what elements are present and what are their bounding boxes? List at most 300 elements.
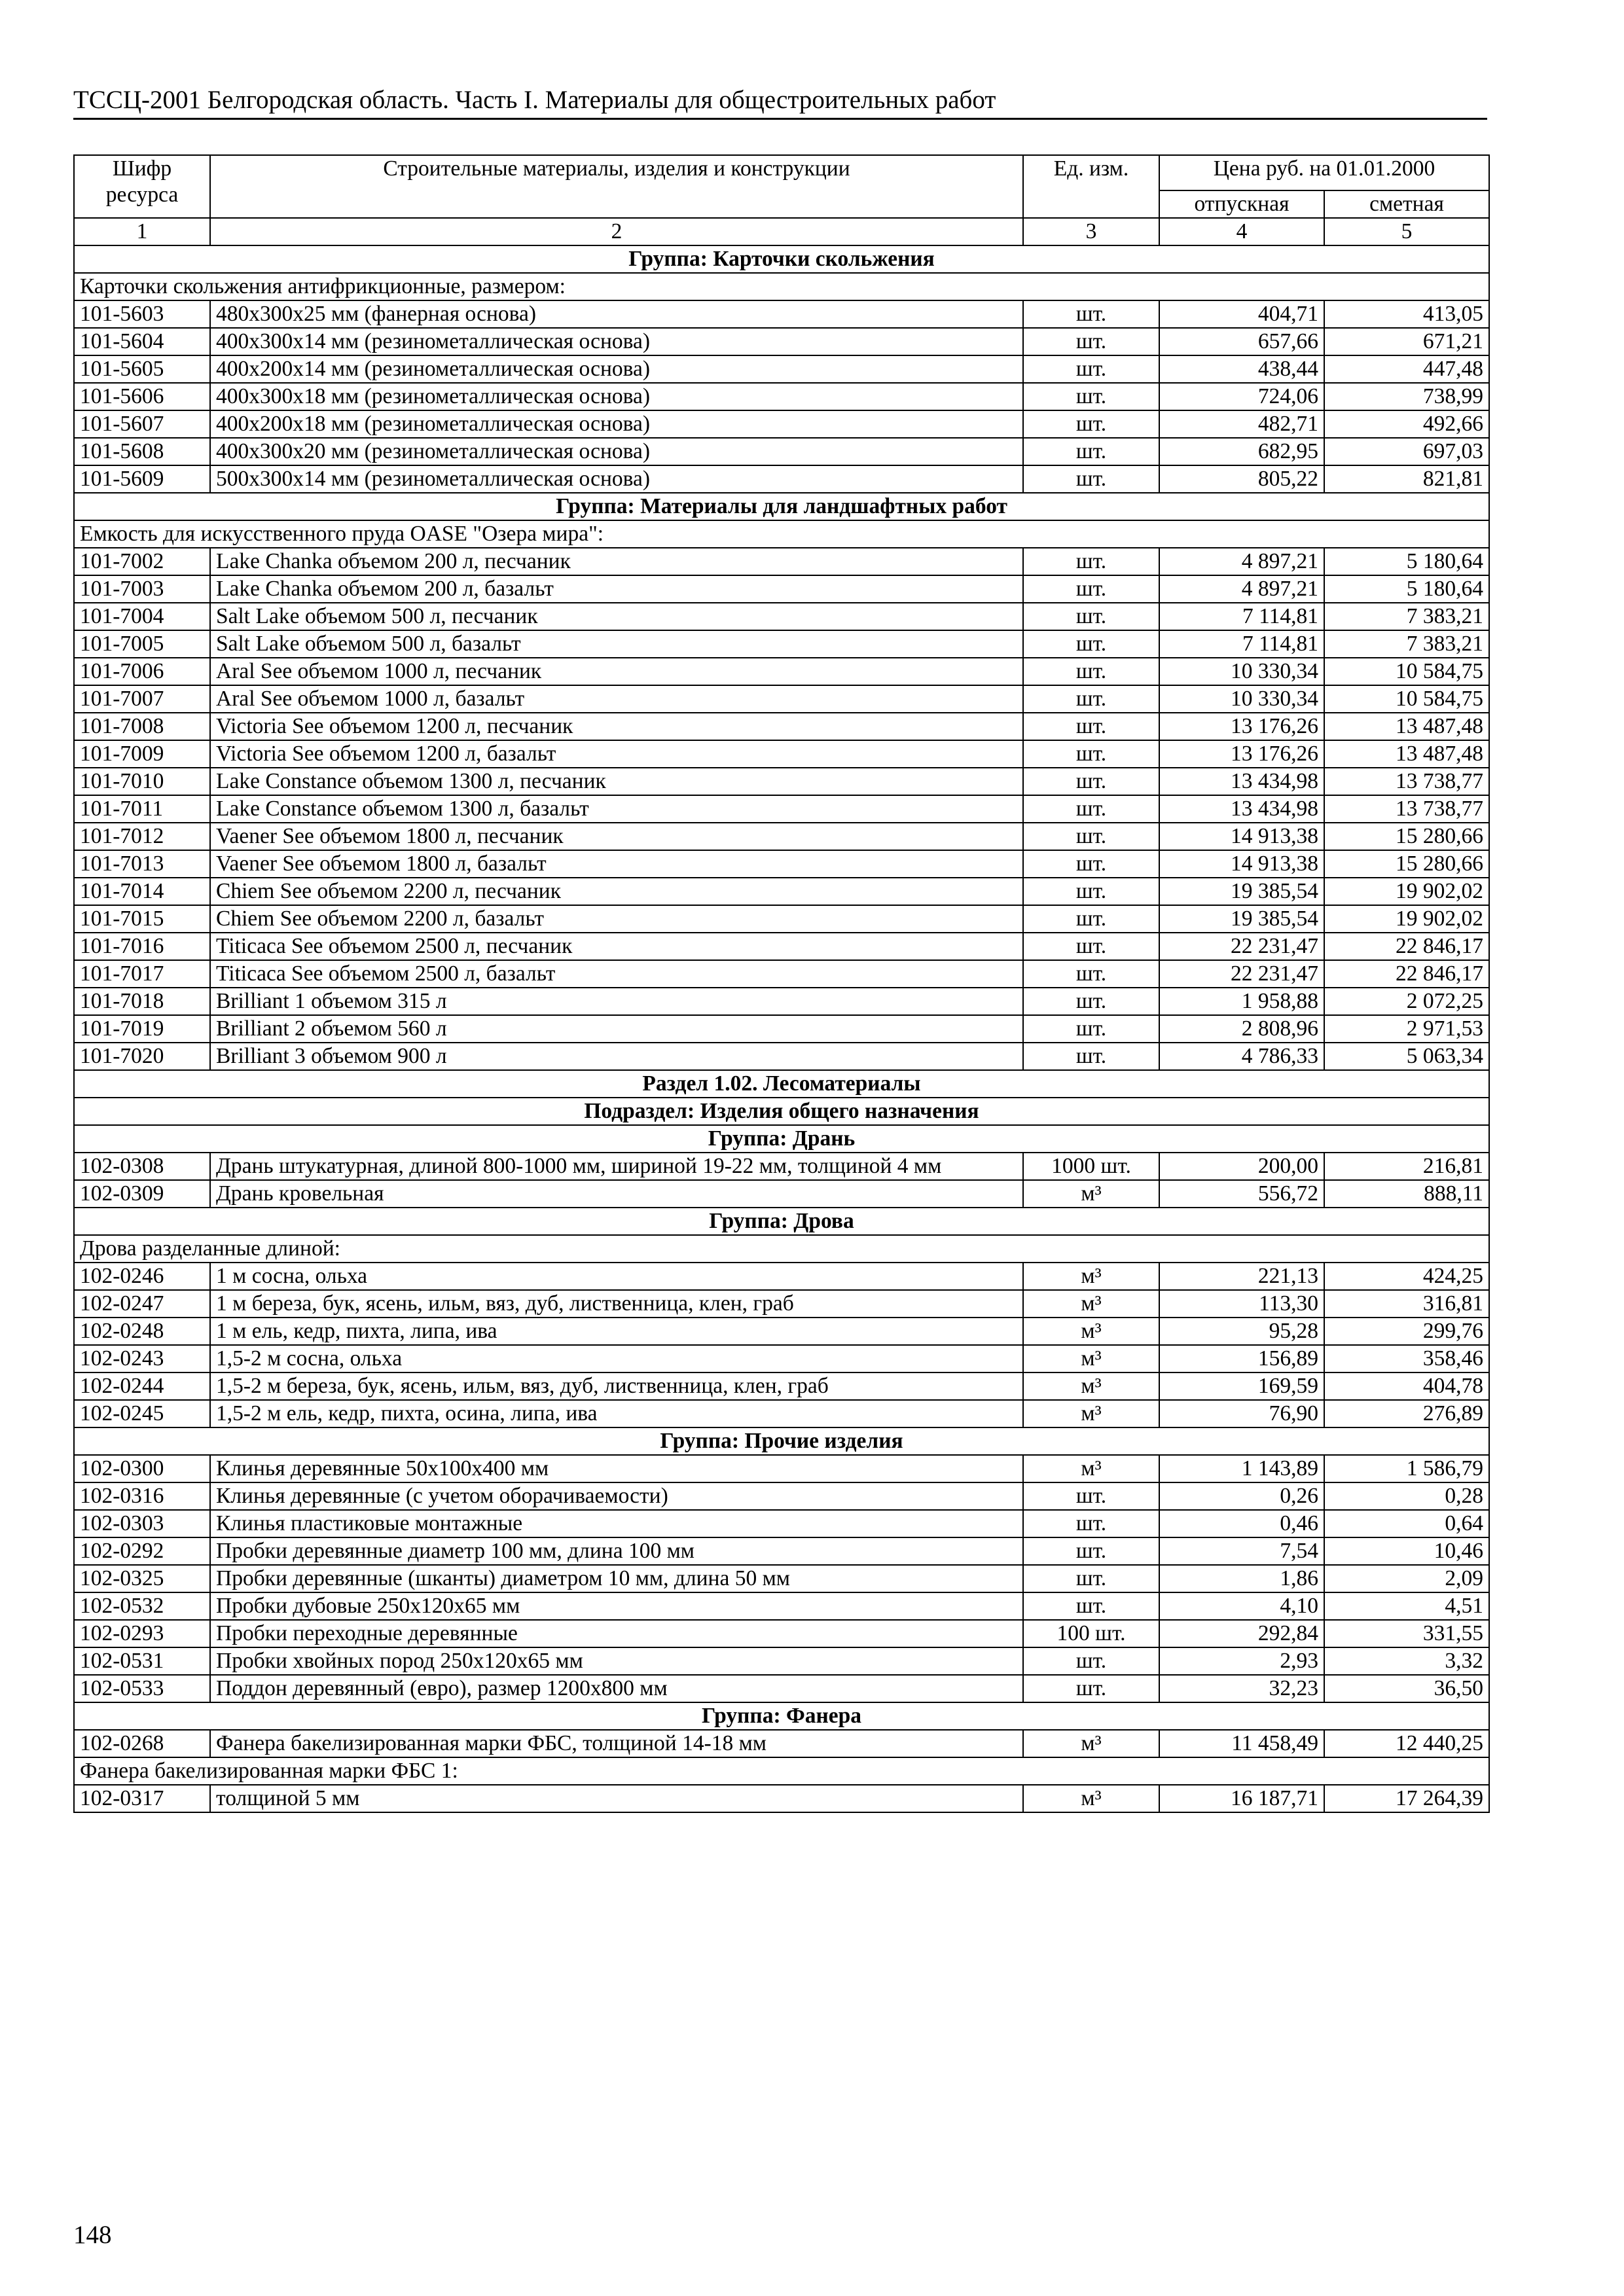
resource-code: 102-0325 (74, 1565, 210, 1592)
price-estimate: 299,76 (1324, 1318, 1489, 1345)
price-release: 76,90 (1159, 1400, 1324, 1427)
unit: шт. (1023, 410, 1159, 438)
resource-code: 101-7014 (74, 878, 210, 905)
price-estimate: 5 180,64 (1324, 575, 1489, 603)
price-release: 4 786,33 (1159, 1043, 1324, 1070)
resource-code: 102-0316 (74, 1482, 210, 1510)
resource-code: 102-0308 (74, 1153, 210, 1180)
group-title: Группа: Дрань (74, 1125, 1489, 1153)
subgroup-caption-row (74, 1235, 1489, 1263)
resource-code: 101-5609 (74, 465, 210, 493)
table-row (74, 300, 1489, 328)
subgroup-caption: Емкость для искусственного пруда OASE "Озера мира": (74, 520, 1489, 548)
material-name: Brilliant 1 объемом 315 л (210, 988, 1023, 1015)
price-release: 13 176,26 (1159, 713, 1324, 740)
table-row (74, 988, 1489, 1015)
price-table (73, 154, 1490, 1813)
price-estimate: 19 902,02 (1324, 878, 1489, 905)
unit: шт. (1023, 603, 1159, 630)
material-name: Brilliant 2 объемом 560 л (210, 1015, 1023, 1043)
material-name: Victoria See объемом 1200 л, базальт (210, 740, 1023, 768)
price-release: 7 114,81 (1159, 630, 1324, 658)
unit: шт. (1023, 685, 1159, 713)
resource-code: 101-7017 (74, 960, 210, 988)
material-name: Lake Chanka объемом 200 л, базальт (210, 575, 1023, 603)
price-release: 22 231,47 (1159, 933, 1324, 960)
material-name: Пробки деревянные диаметр 100 мм, длина 100 мм (210, 1537, 1023, 1565)
resource-code: 102-0245 (74, 1400, 210, 1427)
table-row (74, 1153, 1489, 1180)
column-number: 4 (1159, 218, 1324, 245)
resource-code: 101-7019 (74, 1015, 210, 1043)
table-row (74, 548, 1489, 575)
price-estimate: 12 440,25 (1324, 1730, 1489, 1757)
table-row (74, 1565, 1489, 1592)
subgroup-caption: Дрова разделанные длиной: (74, 1235, 1489, 1263)
group-heading-row (74, 1702, 1489, 1730)
group-title: Группа: Дрова (74, 1208, 1489, 1235)
resource-code: 102-0309 (74, 1180, 210, 1208)
resource-code: 101-5607 (74, 410, 210, 438)
price-release: 682,95 (1159, 438, 1324, 465)
subgroup-caption: Фанера бакелизированная марки ФБС 1: (74, 1757, 1489, 1785)
price-release: 482,71 (1159, 410, 1324, 438)
price-estimate: 10 584,75 (1324, 658, 1489, 685)
table-row (74, 630, 1489, 658)
material-name: Salt Lake объемом 500 л, базальт (210, 630, 1023, 658)
material-name: Chiem See объемом 2200 л, песчаник (210, 878, 1023, 905)
group-heading-row (74, 493, 1489, 520)
material-name: Vaener See объемом 1800 л, базальт (210, 850, 1023, 878)
resource-code: 102-0292 (74, 1537, 210, 1565)
resource-code: 101-7008 (74, 713, 210, 740)
unit: шт. (1023, 768, 1159, 795)
price-release: 13 434,98 (1159, 795, 1324, 823)
unit: шт. (1023, 575, 1159, 603)
material-name: Titicaca See объемом 2500 л, песчаник (210, 933, 1023, 960)
price-estimate: 13 487,48 (1324, 713, 1489, 740)
table-row (74, 658, 1489, 685)
material-name: Клинья деревянные 50х100х400 мм (210, 1455, 1023, 1482)
table-row (74, 410, 1489, 438)
price-release: 724,06 (1159, 383, 1324, 410)
price-release: 2 808,96 (1159, 1015, 1324, 1043)
price-estimate: 5 063,34 (1324, 1043, 1489, 1070)
price-estimate: 4,51 (1324, 1592, 1489, 1620)
price-estimate: 1 586,79 (1324, 1455, 1489, 1482)
unit: шт. (1023, 1537, 1159, 1565)
header-price: Цена руб. на 01.01.2000 (1159, 155, 1489, 190)
price-estimate: 358,46 (1324, 1345, 1489, 1372)
material-name: Lake Constance объемом 1300 л, песчаник (210, 768, 1023, 795)
price-estimate: 7 383,21 (1324, 603, 1489, 630)
material-name: 400х300х14 мм (резинометаллическая основа) (210, 328, 1023, 355)
resource-code: 102-0248 (74, 1318, 210, 1345)
price-release: 1,86 (1159, 1565, 1324, 1592)
material-name: Пробки деревянные (шканты) диаметром 10 мм, длина 50 мм (210, 1565, 1023, 1592)
resource-code: 102-0243 (74, 1345, 210, 1372)
resource-code: 102-0532 (74, 1592, 210, 1620)
material-name: 400х200х14 мм (резинометаллическая основа) (210, 355, 1023, 383)
unit: шт. (1023, 988, 1159, 1015)
table-row (74, 1785, 1489, 1812)
page-header (73, 82, 1487, 120)
subgroup-caption-row (74, 1757, 1489, 1785)
group-heading-row (74, 1125, 1489, 1153)
resource-code: 102-0246 (74, 1263, 210, 1290)
material-name: 1 м ель, кедр, пихта, липа, ива (210, 1318, 1023, 1345)
material-name: Aral See объемом 1000 л, базальт (210, 685, 1023, 713)
unit: 100 шт. (1023, 1620, 1159, 1647)
price-release: 14 913,38 (1159, 823, 1324, 850)
material-name: толщиной 5 мм (210, 1785, 1023, 1812)
price-estimate: 0,64 (1324, 1510, 1489, 1537)
group-title: Группа: Материалы для ландшафтных работ (74, 493, 1489, 520)
unit: м³ (1023, 1455, 1159, 1482)
material-name: 500х300х14 мм (резинометаллическая основа) (210, 465, 1023, 493)
resource-code: 102-0268 (74, 1730, 210, 1757)
price-release: 10 330,34 (1159, 685, 1324, 713)
material-name: Titicaca See объемом 2500 л, базальт (210, 960, 1023, 988)
unit: м³ (1023, 1180, 1159, 1208)
price-release: 95,28 (1159, 1318, 1324, 1345)
unit: шт. (1023, 713, 1159, 740)
price-release: 556,72 (1159, 1180, 1324, 1208)
table-row (74, 933, 1489, 960)
price-release: 657,66 (1159, 328, 1324, 355)
resource-code: 101-7010 (74, 768, 210, 795)
table-row (74, 1647, 1489, 1675)
price-release: 221,13 (1159, 1263, 1324, 1290)
subsection-heading-row (74, 1098, 1489, 1125)
resource-code: 102-0303 (74, 1510, 210, 1537)
unit: м³ (1023, 1372, 1159, 1400)
table-row (74, 603, 1489, 630)
material-name: Chiem See объемом 2200 л, базальт (210, 905, 1023, 933)
price-release: 22 231,47 (1159, 960, 1324, 988)
group-title: Группа: Карточки скольжения (74, 245, 1489, 273)
table-row (74, 685, 1489, 713)
price-release: 4 897,21 (1159, 548, 1324, 575)
price-estimate: 17 264,39 (1324, 1785, 1489, 1812)
resource-code: 102-0300 (74, 1455, 210, 1482)
price-release: 169,59 (1159, 1372, 1324, 1400)
unit: м³ (1023, 1345, 1159, 1372)
table-row (74, 438, 1489, 465)
table-row (74, 1263, 1489, 1290)
price-release: 7,54 (1159, 1537, 1324, 1565)
unit: шт. (1023, 933, 1159, 960)
price-estimate: 19 902,02 (1324, 905, 1489, 933)
resource-code: 101-5608 (74, 438, 210, 465)
table-header-row (74, 155, 1489, 190)
price-release: 19 385,54 (1159, 878, 1324, 905)
resource-code: 101-7020 (74, 1043, 210, 1070)
price-release: 13 434,98 (1159, 768, 1324, 795)
material-name: 1,5-2 м ель, кедр, пихта, осина, липа, ива (210, 1400, 1023, 1427)
material-name: Пробки дубовые 250х120х65 мм (210, 1592, 1023, 1620)
price-estimate: 7 383,21 (1324, 630, 1489, 658)
resource-code: 102-0244 (74, 1372, 210, 1400)
material-name: Клинья деревянные (с учетом оборачиваемости) (210, 1482, 1023, 1510)
table-row (74, 850, 1489, 878)
unit: м³ (1023, 1318, 1159, 1345)
price-estimate: 2 971,53 (1324, 1015, 1489, 1043)
resource-code: 101-5606 (74, 383, 210, 410)
material-name: 1,5-2 м сосна, ольха (210, 1345, 1023, 1372)
price-estimate: 10,46 (1324, 1537, 1489, 1565)
table-row (74, 1510, 1489, 1537)
price-release: 1 958,88 (1159, 988, 1324, 1015)
resource-code: 102-0531 (74, 1647, 210, 1675)
resource-code: 102-0247 (74, 1290, 210, 1318)
price-release: 16 187,71 (1159, 1785, 1324, 1812)
table-row (74, 1455, 1489, 1482)
material-name: Дрань штукатурная, длиной 800-1000 мм, шириной 19-22 мм, толщиной 4 мм (210, 1153, 1023, 1180)
table-row (74, 905, 1489, 933)
table-row (74, 1620, 1489, 1647)
price-release: 200,00 (1159, 1153, 1324, 1180)
price-release: 14 913,38 (1159, 850, 1324, 878)
price-estimate: 216,81 (1324, 1153, 1489, 1180)
table-row (74, 795, 1489, 823)
price-release: 4 897,21 (1159, 575, 1324, 603)
table-row (74, 960, 1489, 988)
unit: шт. (1023, 328, 1159, 355)
subgroup-caption-row (74, 520, 1489, 548)
group-title: Группа: Фанера (74, 1702, 1489, 1730)
material-name: 400х200х18 мм (резинометаллическая основа) (210, 410, 1023, 438)
material-name: 1,5-2 м береза, бук, ясень, ильм, вяз, дуб, лиственница, клен, граб (210, 1372, 1023, 1400)
subsection-title: Подраздел: Изделия общего назначения (74, 1098, 1489, 1125)
column-number-row (74, 218, 1489, 245)
price-estimate: 15 280,66 (1324, 823, 1489, 850)
column-number: 1 (74, 218, 210, 245)
resource-code: 102-0317 (74, 1785, 210, 1812)
table-row (74, 355, 1489, 383)
table-row (74, 1318, 1489, 1345)
resource-code: 101-7012 (74, 823, 210, 850)
resource-code: 102-0293 (74, 1620, 210, 1647)
price-release: 19 385,54 (1159, 905, 1324, 933)
unit: шт. (1023, 548, 1159, 575)
material-name: 400х300х20 мм (резинометаллическая основа) (210, 438, 1023, 465)
table-row (74, 1592, 1489, 1620)
price-estimate: 10 584,75 (1324, 685, 1489, 713)
unit: шт. (1023, 1565, 1159, 1592)
unit: шт. (1023, 1015, 1159, 1043)
unit: шт. (1023, 795, 1159, 823)
material-name: Brilliant 3 объемом 900 л (210, 1043, 1023, 1070)
header-price-release: отпускная (1159, 190, 1324, 218)
price-estimate: 316,81 (1324, 1290, 1489, 1318)
material-name: Salt Lake объемом 500 л, песчаник (210, 603, 1023, 630)
group-heading-row (74, 1427, 1489, 1455)
table-row (74, 1345, 1489, 1372)
table-row (74, 1482, 1489, 1510)
unit: шт. (1023, 905, 1159, 933)
unit: шт. (1023, 850, 1159, 878)
price-estimate: 413,05 (1324, 300, 1489, 328)
group-title: Группа: Прочие изделия (74, 1427, 1489, 1455)
price-release: 32,23 (1159, 1675, 1324, 1702)
table-row (74, 1015, 1489, 1043)
price-estimate: 13 738,77 (1324, 795, 1489, 823)
table-row (74, 1372, 1489, 1400)
table-row (74, 383, 1489, 410)
table-row (74, 1675, 1489, 1702)
price-estimate: 22 846,17 (1324, 933, 1489, 960)
price-release: 4,10 (1159, 1592, 1324, 1620)
material-name: Поддон деревянный (евро), размер 1200х800 мм (210, 1675, 1023, 1702)
resource-code: 101-7013 (74, 850, 210, 878)
price-estimate: 888,11 (1324, 1180, 1489, 1208)
price-estimate: 331,55 (1324, 1620, 1489, 1647)
price-release: 10 330,34 (1159, 658, 1324, 685)
header-name: Строительные материалы, изделия и конструкции (210, 155, 1023, 218)
price-estimate: 2 072,25 (1324, 988, 1489, 1015)
material-name: Пробки переходные деревянные (210, 1620, 1023, 1647)
unit: шт. (1023, 960, 1159, 988)
unit: шт. (1023, 438, 1159, 465)
price-estimate: 15 280,66 (1324, 850, 1489, 878)
price-estimate: 404,78 (1324, 1372, 1489, 1400)
price-estimate: 0,28 (1324, 1482, 1489, 1510)
price-release: 1 143,89 (1159, 1455, 1324, 1482)
price-release: 805,22 (1159, 465, 1324, 493)
price-release: 404,71 (1159, 300, 1324, 328)
group-heading-row (74, 245, 1489, 273)
table-body (74, 245, 1489, 1812)
unit: шт. (1023, 383, 1159, 410)
group-heading-row (74, 1208, 1489, 1235)
price-estimate: 36,50 (1324, 1675, 1489, 1702)
unit: шт. (1023, 1510, 1159, 1537)
section-title: Раздел 1.02. Лесоматериалы (74, 1070, 1489, 1098)
header-code: Шифр ресурса (74, 155, 210, 218)
price-estimate: 738,99 (1324, 383, 1489, 410)
resource-code: 102-0533 (74, 1675, 210, 1702)
column-number: 3 (1023, 218, 1159, 245)
material-name: Фанера бакелизированная марки ФБС, толщиной 14-18 мм (210, 1730, 1023, 1757)
price-estimate: 821,81 (1324, 465, 1489, 493)
price-release: 2,93 (1159, 1647, 1324, 1675)
price-estimate: 276,89 (1324, 1400, 1489, 1427)
material-name: Дрань кровельная (210, 1180, 1023, 1208)
unit: м³ (1023, 1730, 1159, 1757)
unit: шт. (1023, 740, 1159, 768)
table-row (74, 1537, 1489, 1565)
unit: шт. (1023, 1675, 1159, 1702)
unit: шт. (1023, 1043, 1159, 1070)
table-row (74, 1400, 1489, 1427)
material-name: 1 м береза, бук, ясень, ильм, вяз, дуб, лиственница, клен, граб (210, 1290, 1023, 1318)
price-release: 0,26 (1159, 1482, 1324, 1510)
unit: м³ (1023, 1785, 1159, 1812)
resource-code: 101-7003 (74, 575, 210, 603)
material-name: Aral See объемом 1000 л, песчаник (210, 658, 1023, 685)
price-estimate: 5 180,64 (1324, 548, 1489, 575)
unit: м³ (1023, 1263, 1159, 1290)
resource-code: 101-7018 (74, 988, 210, 1015)
header-price-estimate: сметная (1324, 190, 1489, 218)
column-number: 5 (1324, 218, 1489, 245)
price-release: 7 114,81 (1159, 603, 1324, 630)
page-number: 148 (73, 2221, 112, 2249)
material-name: Lake Constance объемом 1300 л, базальт (210, 795, 1023, 823)
resource-code: 101-7011 (74, 795, 210, 823)
resource-code: 101-7006 (74, 658, 210, 685)
table-row (74, 713, 1489, 740)
resource-code: 101-7016 (74, 933, 210, 960)
price-estimate: 424,25 (1324, 1263, 1489, 1290)
unit: шт. (1023, 823, 1159, 850)
price-release: 13 176,26 (1159, 740, 1324, 768)
unit: шт. (1023, 1647, 1159, 1675)
material-name: 400х300х18 мм (резинометаллическая основа) (210, 383, 1023, 410)
material-name: 480х300х25 мм (фанерная основа) (210, 300, 1023, 328)
table-row (74, 768, 1489, 795)
price-estimate: 13 738,77 (1324, 768, 1489, 795)
table-row (74, 328, 1489, 355)
price-release: 292,84 (1159, 1620, 1324, 1647)
price-estimate: 671,21 (1324, 328, 1489, 355)
price-estimate: 13 487,48 (1324, 740, 1489, 768)
price-release: 438,44 (1159, 355, 1324, 383)
price-estimate: 22 846,17 (1324, 960, 1489, 988)
price-estimate: 697,03 (1324, 438, 1489, 465)
subgroup-caption-row (74, 273, 1489, 300)
unit: шт. (1023, 355, 1159, 383)
table-row (74, 1043, 1489, 1070)
resource-code: 101-7007 (74, 685, 210, 713)
unit: 1000 шт. (1023, 1153, 1159, 1180)
material-name: Клинья пластиковые монтажные (210, 1510, 1023, 1537)
header-unit: Ед. изм. (1023, 155, 1159, 218)
price-estimate: 2,09 (1324, 1565, 1489, 1592)
resource-code: 101-7009 (74, 740, 210, 768)
material-name: Пробки хвойных пород 250х120х65 мм (210, 1647, 1023, 1675)
unit: м³ (1023, 1400, 1159, 1427)
resource-code: 101-5603 (74, 300, 210, 328)
column-number: 2 (210, 218, 1023, 245)
resource-code: 101-5605 (74, 355, 210, 383)
table-row (74, 1180, 1489, 1208)
unit: шт. (1023, 878, 1159, 905)
price-estimate: 447,48 (1324, 355, 1489, 383)
material-name: Vaener See объемом 1800 л, песчаник (210, 823, 1023, 850)
table-row (74, 1290, 1489, 1318)
resource-code: 101-7005 (74, 630, 210, 658)
material-name: 1 м сосна, ольха (210, 1263, 1023, 1290)
page-header-title: ТССЦ-2001 Белгородская область. Часть I. Материалы для общестроительных работ (73, 86, 996, 114)
table-row (74, 740, 1489, 768)
resource-code: 101-7015 (74, 905, 210, 933)
table-row (74, 575, 1489, 603)
unit: шт. (1023, 630, 1159, 658)
table-row (74, 823, 1489, 850)
table-row (74, 878, 1489, 905)
unit: шт. (1023, 1482, 1159, 1510)
material-name: Lake Chanka объемом 200 л, песчаник (210, 548, 1023, 575)
price-release: 156,89 (1159, 1345, 1324, 1372)
price-release: 113,30 (1159, 1290, 1324, 1318)
unit: шт. (1023, 658, 1159, 685)
material-name: Victoria See объемом 1200 л, песчаник (210, 713, 1023, 740)
unit: шт. (1023, 465, 1159, 493)
unit: м³ (1023, 1290, 1159, 1318)
price-estimate: 3,32 (1324, 1647, 1489, 1675)
